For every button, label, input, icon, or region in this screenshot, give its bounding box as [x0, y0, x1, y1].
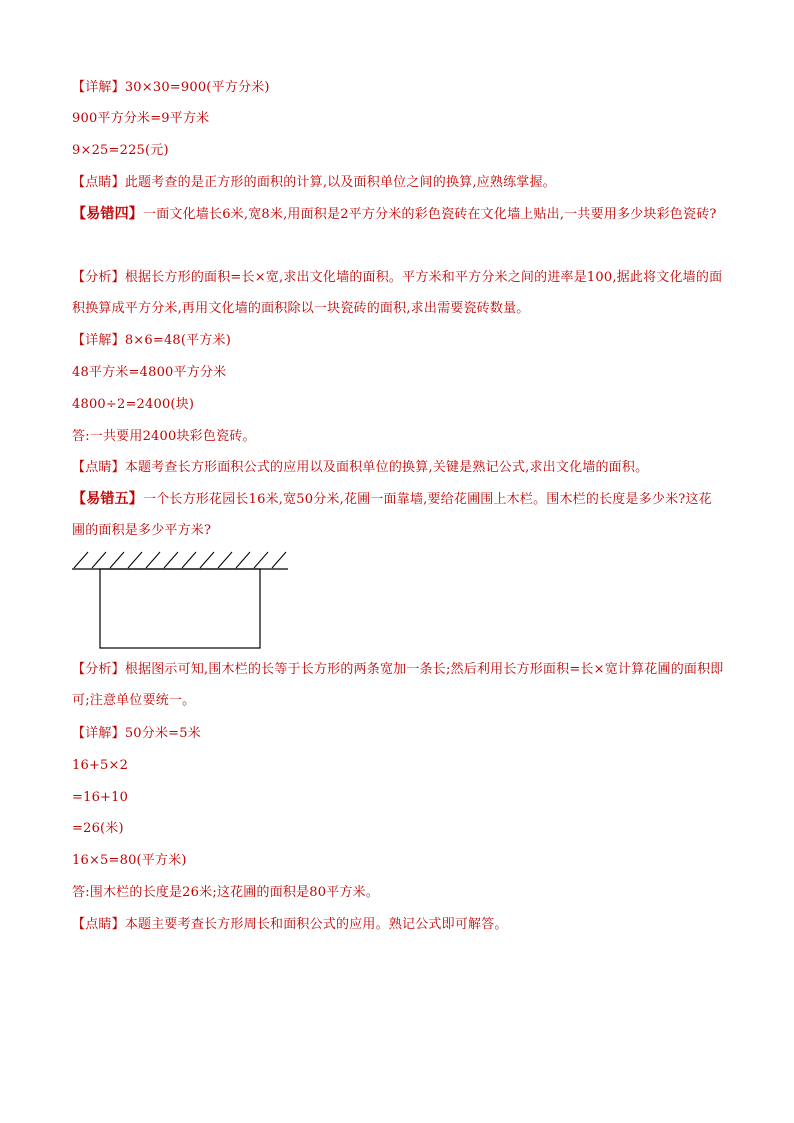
comment-text: 本题主要考查长方形周长和面积公式的应用。熟记公式即可解答。: [124, 917, 508, 932]
analysis-text: 根据长方形的面积=长×宽,求出文化墙的面积。平方米和平方分米之间的进率是100,据此将文化墙的面积换算成平方分米,再用文化墙的面积除以一块瓷砖的面积,求出需要瓷砖数量。: [72, 270, 723, 316]
answer-line: 答:一共要用2400块彩色瓷砖。: [72, 429, 256, 444]
garden-wall-diagram: [70, 550, 290, 652]
comment-line: [72, 175, 724, 191]
comment-tag: 【点睛】: [72, 917, 125, 932]
problem-title: [72, 199, 724, 230]
detail-line: [72, 333, 724, 349]
comment-line: [72, 460, 724, 476]
comment-text: 本题考查长方形面积公式的应用以及面积单位的换算,关键是熟记公式,求出文化墙的面积。: [124, 460, 649, 475]
calc-line: 16×5=80(平方米): [72, 853, 187, 868]
comment-line: [72, 917, 724, 933]
analysis-line: [72, 262, 724, 324]
calc-line: 900平方分米=9平方米: [72, 111, 210, 126]
wall-hatch-lines: [74, 552, 286, 568]
problem-tag: 【易错五】: [72, 491, 143, 507]
garden-rectangle: [100, 569, 260, 648]
problem-text: 一个长方形花园长16米,宽50分米,花圃一面靠墙,要给花圃围上木栏。围木栏的长度是多少米?这花圃的面积是多少平方米?: [72, 492, 712, 538]
detail-text: 8×6=48(平方米): [124, 333, 232, 348]
detail-line: [72, 726, 724, 742]
analysis-line: [72, 654, 724, 716]
comment-tag: 【点睛】: [72, 175, 125, 190]
analysis-tag: 【分析】: [72, 662, 125, 677]
comment-tag: 【点睛】: [72, 460, 125, 475]
analysis-text: 根据图示可知,围木栏的长等于长方形的两条宽加一条长;然后利用长方形面积=长×宽计算花圃的面积即可;注意单位要统一。: [72, 662, 724, 708]
calc-line: 9×25=225(元): [72, 143, 169, 158]
detail-text: 50分米=5米: [124, 726, 201, 741]
detail-tag: 【详解】: [72, 333, 125, 348]
problem-title: [72, 484, 724, 546]
detail-tag: 【详解】: [72, 726, 125, 741]
calc-line: 4800÷2=2400(块): [72, 397, 195, 412]
detail-text: 30×30=900(平方分米): [124, 80, 270, 95]
calc-line: 16+5×2: [72, 758, 129, 773]
problem-tag: 【易错四】: [72, 206, 143, 222]
calc-line: =16+10: [72, 790, 129, 805]
problem-text: 一面文化墙长6米,宽8米,用面积是2平方分米的彩色瓷砖在文化墙上贴出,一共要用多少块彩色瓷砖?: [143, 207, 717, 222]
detail-line: [72, 80, 724, 96]
detail-tag: 【详解】: [72, 80, 125, 95]
comment-text: 此题考查的是正方形的面积的计算,以及面积单位之间的换算,应熟练掌握。: [124, 175, 556, 190]
analysis-tag: 【分析】: [72, 270, 125, 285]
answer-line: 答:围木栏的长度是26米;这花圃的面积是80平方米。: [72, 885, 380, 900]
calc-line: =26(米): [72, 821, 124, 836]
calc-line: 48平方米=4800平方分米: [72, 365, 227, 380]
